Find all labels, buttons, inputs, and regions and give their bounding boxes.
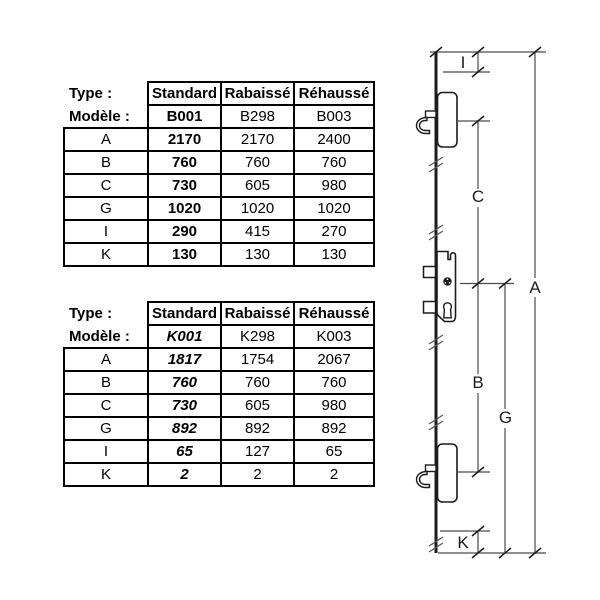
dim-label-b: B bbox=[472, 373, 484, 392]
dim-label-k: K bbox=[457, 533, 469, 552]
dim-value: 2 bbox=[221, 463, 294, 486]
column-header-standard: Standard bbox=[148, 302, 221, 325]
dim-value: 760 bbox=[221, 371, 294, 394]
lock-case bbox=[424, 252, 456, 322]
euro-cylinder-keyhole bbox=[444, 303, 452, 318]
dim-letter: C bbox=[64, 174, 148, 197]
dim-value: 2067 bbox=[294, 348, 374, 371]
dim-value: 2 bbox=[294, 463, 374, 486]
dim-label-i: I bbox=[460, 53, 466, 72]
dim-letter: I bbox=[64, 220, 148, 243]
model-standard: K001 bbox=[148, 325, 221, 348]
dim-value: 605 bbox=[221, 174, 294, 197]
dim-value: 730 bbox=[148, 174, 221, 197]
spindle-dot bbox=[447, 278, 449, 280]
dim-letter: I bbox=[64, 440, 148, 463]
column-header-rehausse: Réhaussé bbox=[294, 82, 374, 105]
dim-value: 2 bbox=[148, 463, 221, 486]
column-header-standard: Standard bbox=[148, 82, 221, 105]
model-rabaisse: B298 bbox=[221, 105, 294, 128]
dim-value: 65 bbox=[294, 440, 374, 463]
dim-label-g: G bbox=[498, 408, 513, 427]
type-label: Type : bbox=[69, 305, 113, 322]
hook-bolt-top bbox=[417, 111, 437, 134]
type-label: Type : bbox=[69, 85, 113, 102]
dim-value: 290 bbox=[148, 220, 221, 243]
model-standard: B001 bbox=[148, 105, 221, 128]
dim-value: 130 bbox=[221, 243, 294, 266]
dim-value: 605 bbox=[221, 394, 294, 417]
dim-value: 65 bbox=[148, 440, 221, 463]
dim-letter: G bbox=[64, 417, 148, 440]
model-rabaisse: K298 bbox=[221, 325, 294, 348]
spindle-dot bbox=[449, 282, 451, 284]
dim-value: 760 bbox=[294, 151, 374, 174]
dim-letter: G bbox=[64, 197, 148, 220]
dim-value: 760 bbox=[294, 371, 374, 394]
dim-value: 2400 bbox=[294, 128, 374, 151]
dim-value: 127 bbox=[221, 440, 294, 463]
dim-value: 892 bbox=[294, 417, 374, 440]
latch-bolt bbox=[424, 267, 436, 278]
dim-letter: K bbox=[64, 243, 148, 266]
dim-value: 130 bbox=[148, 243, 221, 266]
dim-value: 270 bbox=[294, 220, 374, 243]
column-header-rehausse: Réhaussé bbox=[294, 302, 374, 325]
dim-letter: B bbox=[64, 151, 148, 174]
hook-housing-bottom bbox=[438, 444, 458, 502]
dimension-lines bbox=[478, 52, 535, 553]
dim-value: 1817 bbox=[148, 348, 221, 371]
dim-letter: K bbox=[64, 463, 148, 486]
dim-value: 1020 bbox=[294, 197, 374, 220]
column-header-rabaisse: Rabaissé bbox=[221, 302, 294, 325]
dim-letter: A bbox=[64, 128, 148, 151]
model-rehausse: K003 bbox=[294, 325, 374, 348]
model-rehausse: B003 bbox=[294, 105, 374, 128]
dim-value: 415 bbox=[221, 220, 294, 243]
hook-housing-top bbox=[438, 93, 458, 148]
dim-letter: C bbox=[64, 394, 148, 417]
model-label: Modèle : bbox=[69, 107, 130, 125]
dim-value: 892 bbox=[148, 417, 221, 440]
model-label: Modèle : bbox=[69, 327, 130, 345]
dim-value: 760 bbox=[148, 371, 221, 394]
dim-value: 980 bbox=[294, 394, 374, 417]
dim-value: 1020 bbox=[148, 197, 221, 220]
dim-value: 1754 bbox=[221, 348, 294, 371]
column-header-rabaisse: Rabaissé bbox=[221, 82, 294, 105]
hook-bolt-bottom bbox=[417, 465, 437, 488]
dim-value: 730 bbox=[148, 394, 221, 417]
dim-letter: A bbox=[64, 348, 148, 371]
dim-label-a: A bbox=[529, 278, 541, 297]
dim-label-c: C bbox=[471, 187, 485, 206]
dim-value: 980 bbox=[294, 174, 374, 197]
dim-value: 130 bbox=[294, 243, 374, 266]
dead-bolt bbox=[424, 302, 436, 314]
dim-value: 2170 bbox=[221, 128, 294, 151]
dim-value: 2170 bbox=[148, 128, 221, 151]
dim-value: 760 bbox=[148, 151, 221, 174]
dim-value: 760 bbox=[221, 151, 294, 174]
dim-value: 892 bbox=[221, 417, 294, 440]
spindle-dot bbox=[445, 282, 447, 284]
dim-letter: B bbox=[64, 371, 148, 394]
dim-value: 1020 bbox=[221, 197, 294, 220]
